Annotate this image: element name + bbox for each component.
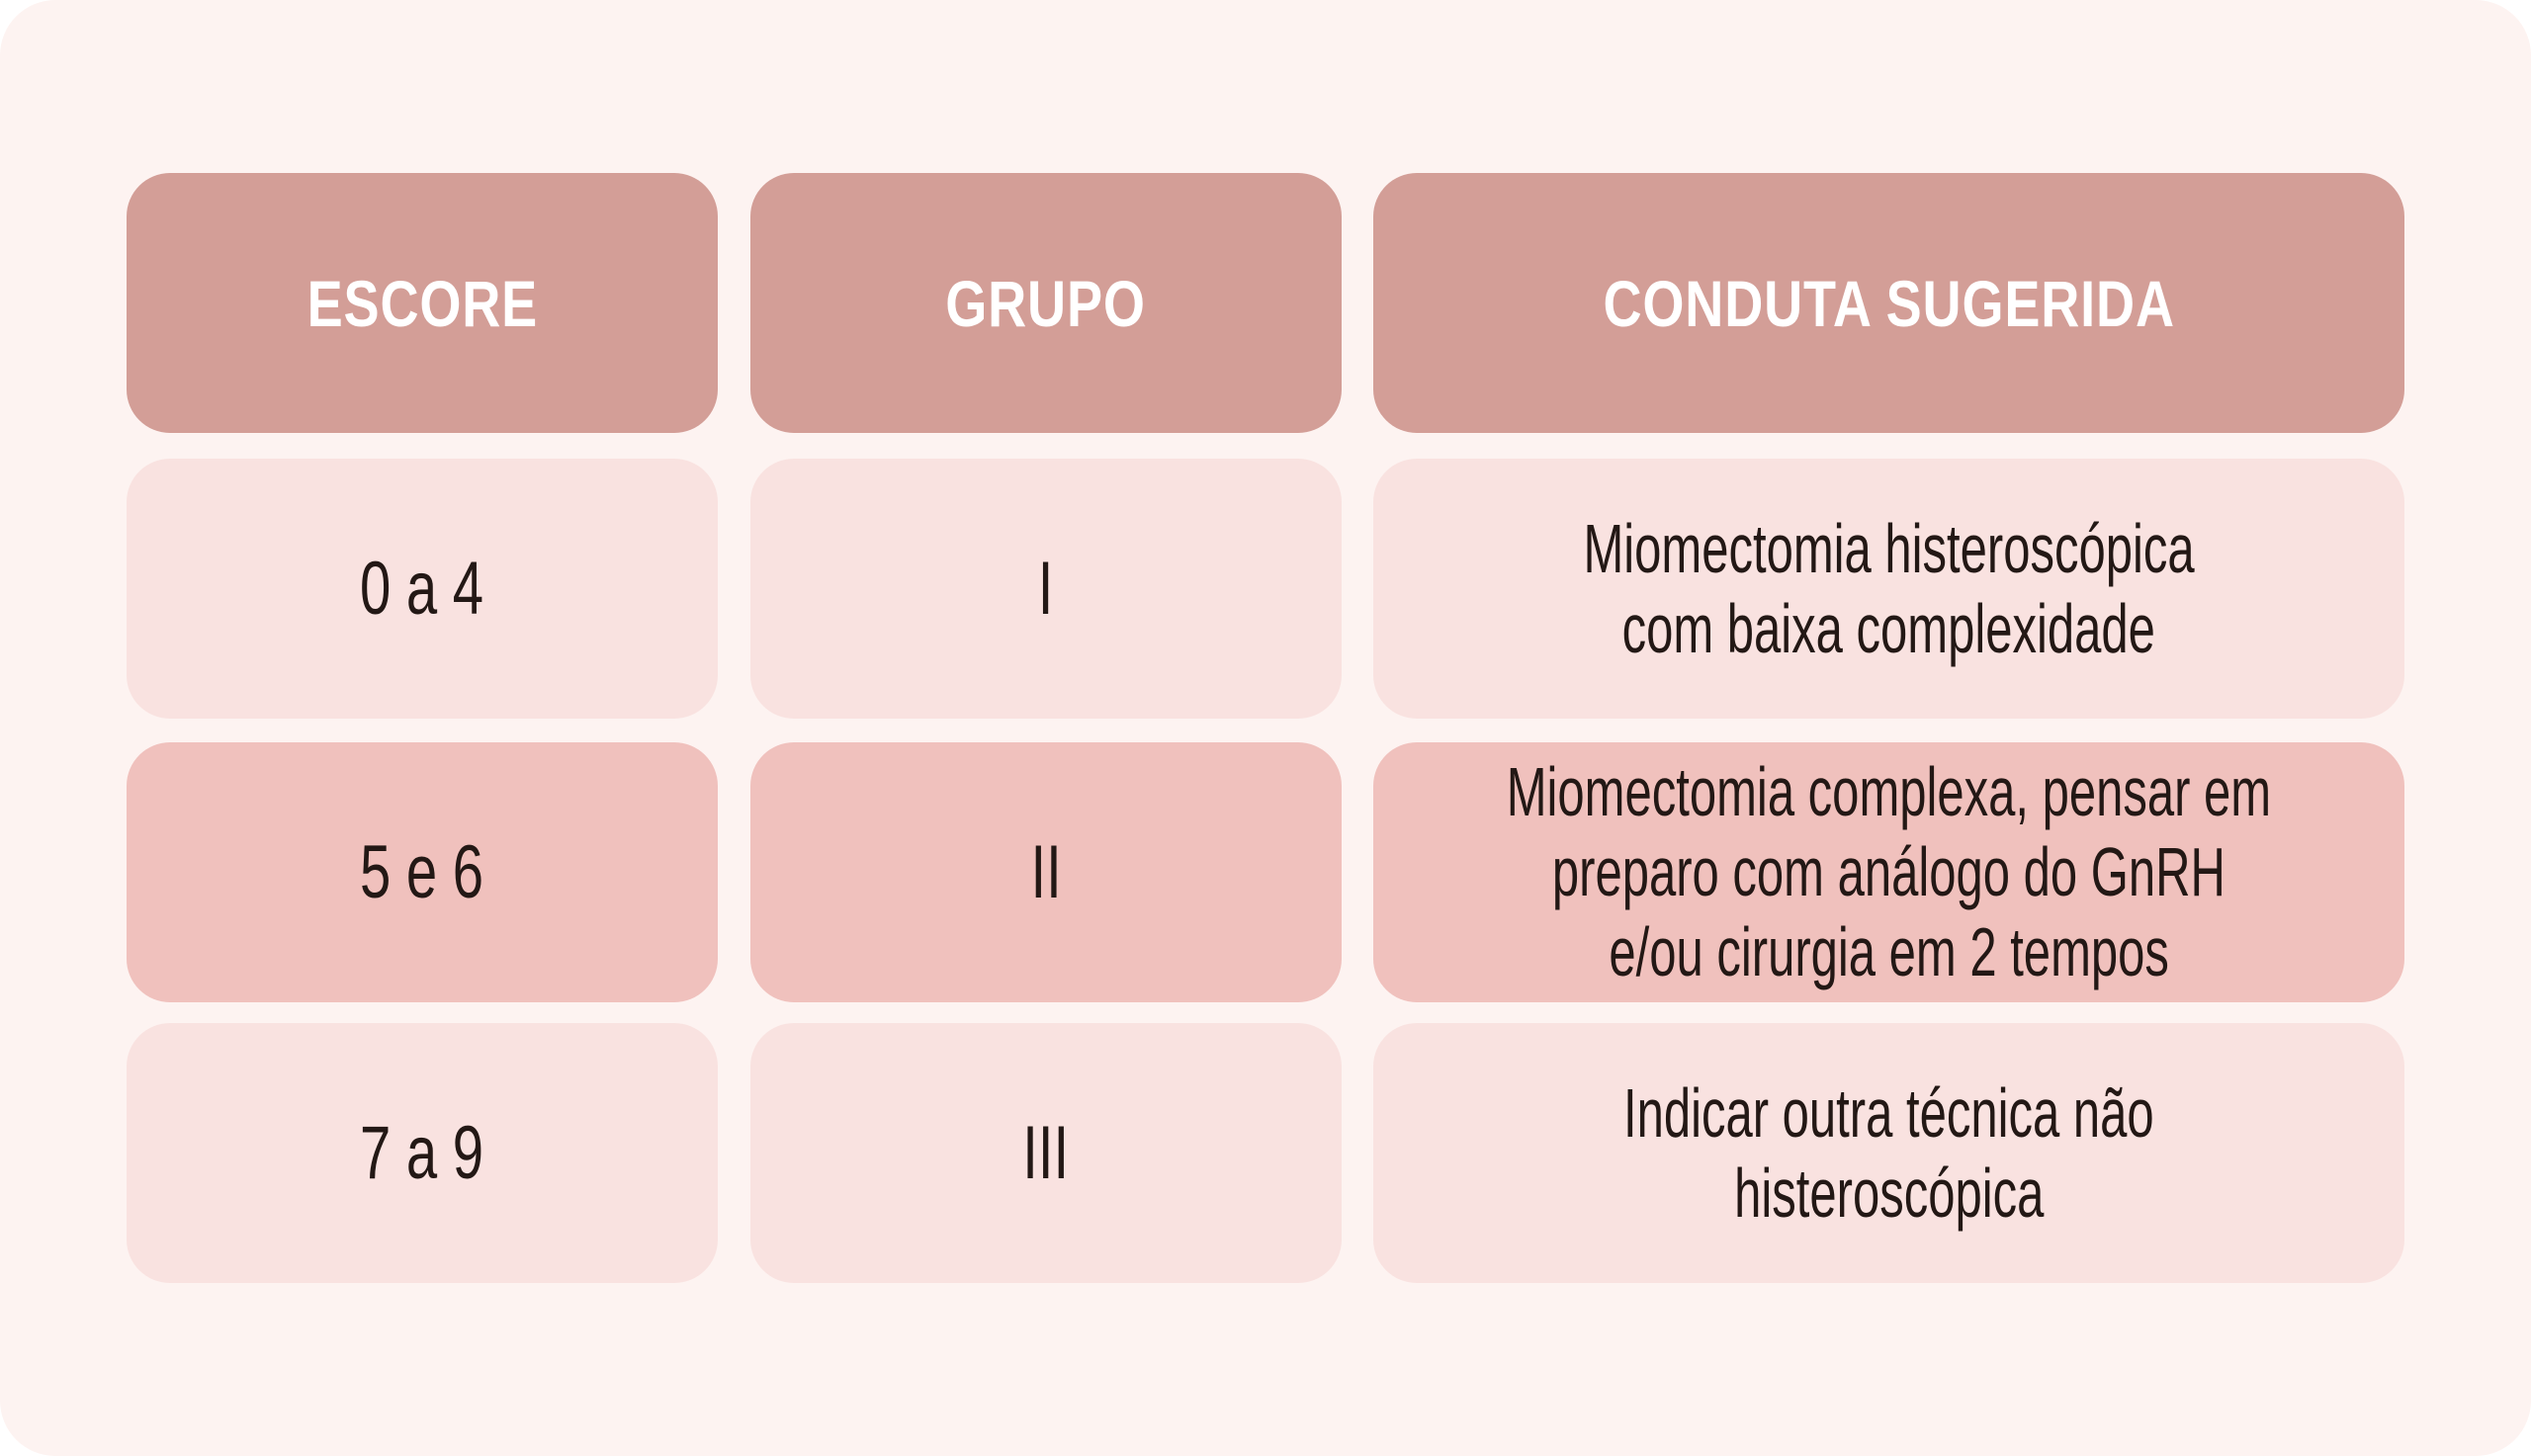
row-2-conduta-line-3: e/ou cirurgia em 2 tempos (1609, 913, 2169, 990)
row-1-escore (127, 459, 718, 719)
row-1-grupo (750, 459, 1342, 719)
row-1-conduta (1373, 459, 2404, 719)
header-grupo-label: GRUPO (945, 266, 1147, 340)
header-conduta-sugerida (1373, 173, 2404, 433)
header-grupo (750, 173, 1342, 433)
row-1-grupo-value: I (1038, 547, 1054, 631)
row-3-grupo (750, 1023, 1342, 1283)
row-3-conduta-line-2: histeroscópica (1733, 1154, 2045, 1232)
row-2-escore-value: 5 e 6 (360, 830, 484, 914)
row-2-escore (127, 742, 718, 1002)
row-2-conduta-line-2: preparo com análogo do GnRH (1552, 833, 2226, 910)
row-1-conduta-line-1: Miomectomia histeroscópica (1583, 509, 2195, 587)
row-3-grupo-value: III (1022, 1111, 1070, 1195)
row-3-conduta-line-1: Indicar outra técnica não (1623, 1073, 2154, 1152)
header-escore-label: ESCORE (306, 266, 538, 340)
row-3-conduta (1373, 1023, 2404, 1283)
row-1-escore-value: 0 a 4 (360, 547, 484, 631)
row-2-grupo-value: II (1030, 830, 1062, 914)
row-2-conduta (1373, 742, 2404, 1002)
header-escore (127, 173, 718, 433)
row-1-conduta-line-2: com baixa complexidade (1621, 589, 2156, 667)
row-3-escore (127, 1023, 718, 1283)
row-3-escore-value: 7 a 9 (360, 1111, 484, 1195)
row-2-grupo (750, 742, 1342, 1002)
header-conduta-label: CONDUTA SUGERIDA (1603, 266, 2175, 340)
row-2-conduta-line-1: Miomectomia complexa, pensar em (1506, 753, 2272, 830)
